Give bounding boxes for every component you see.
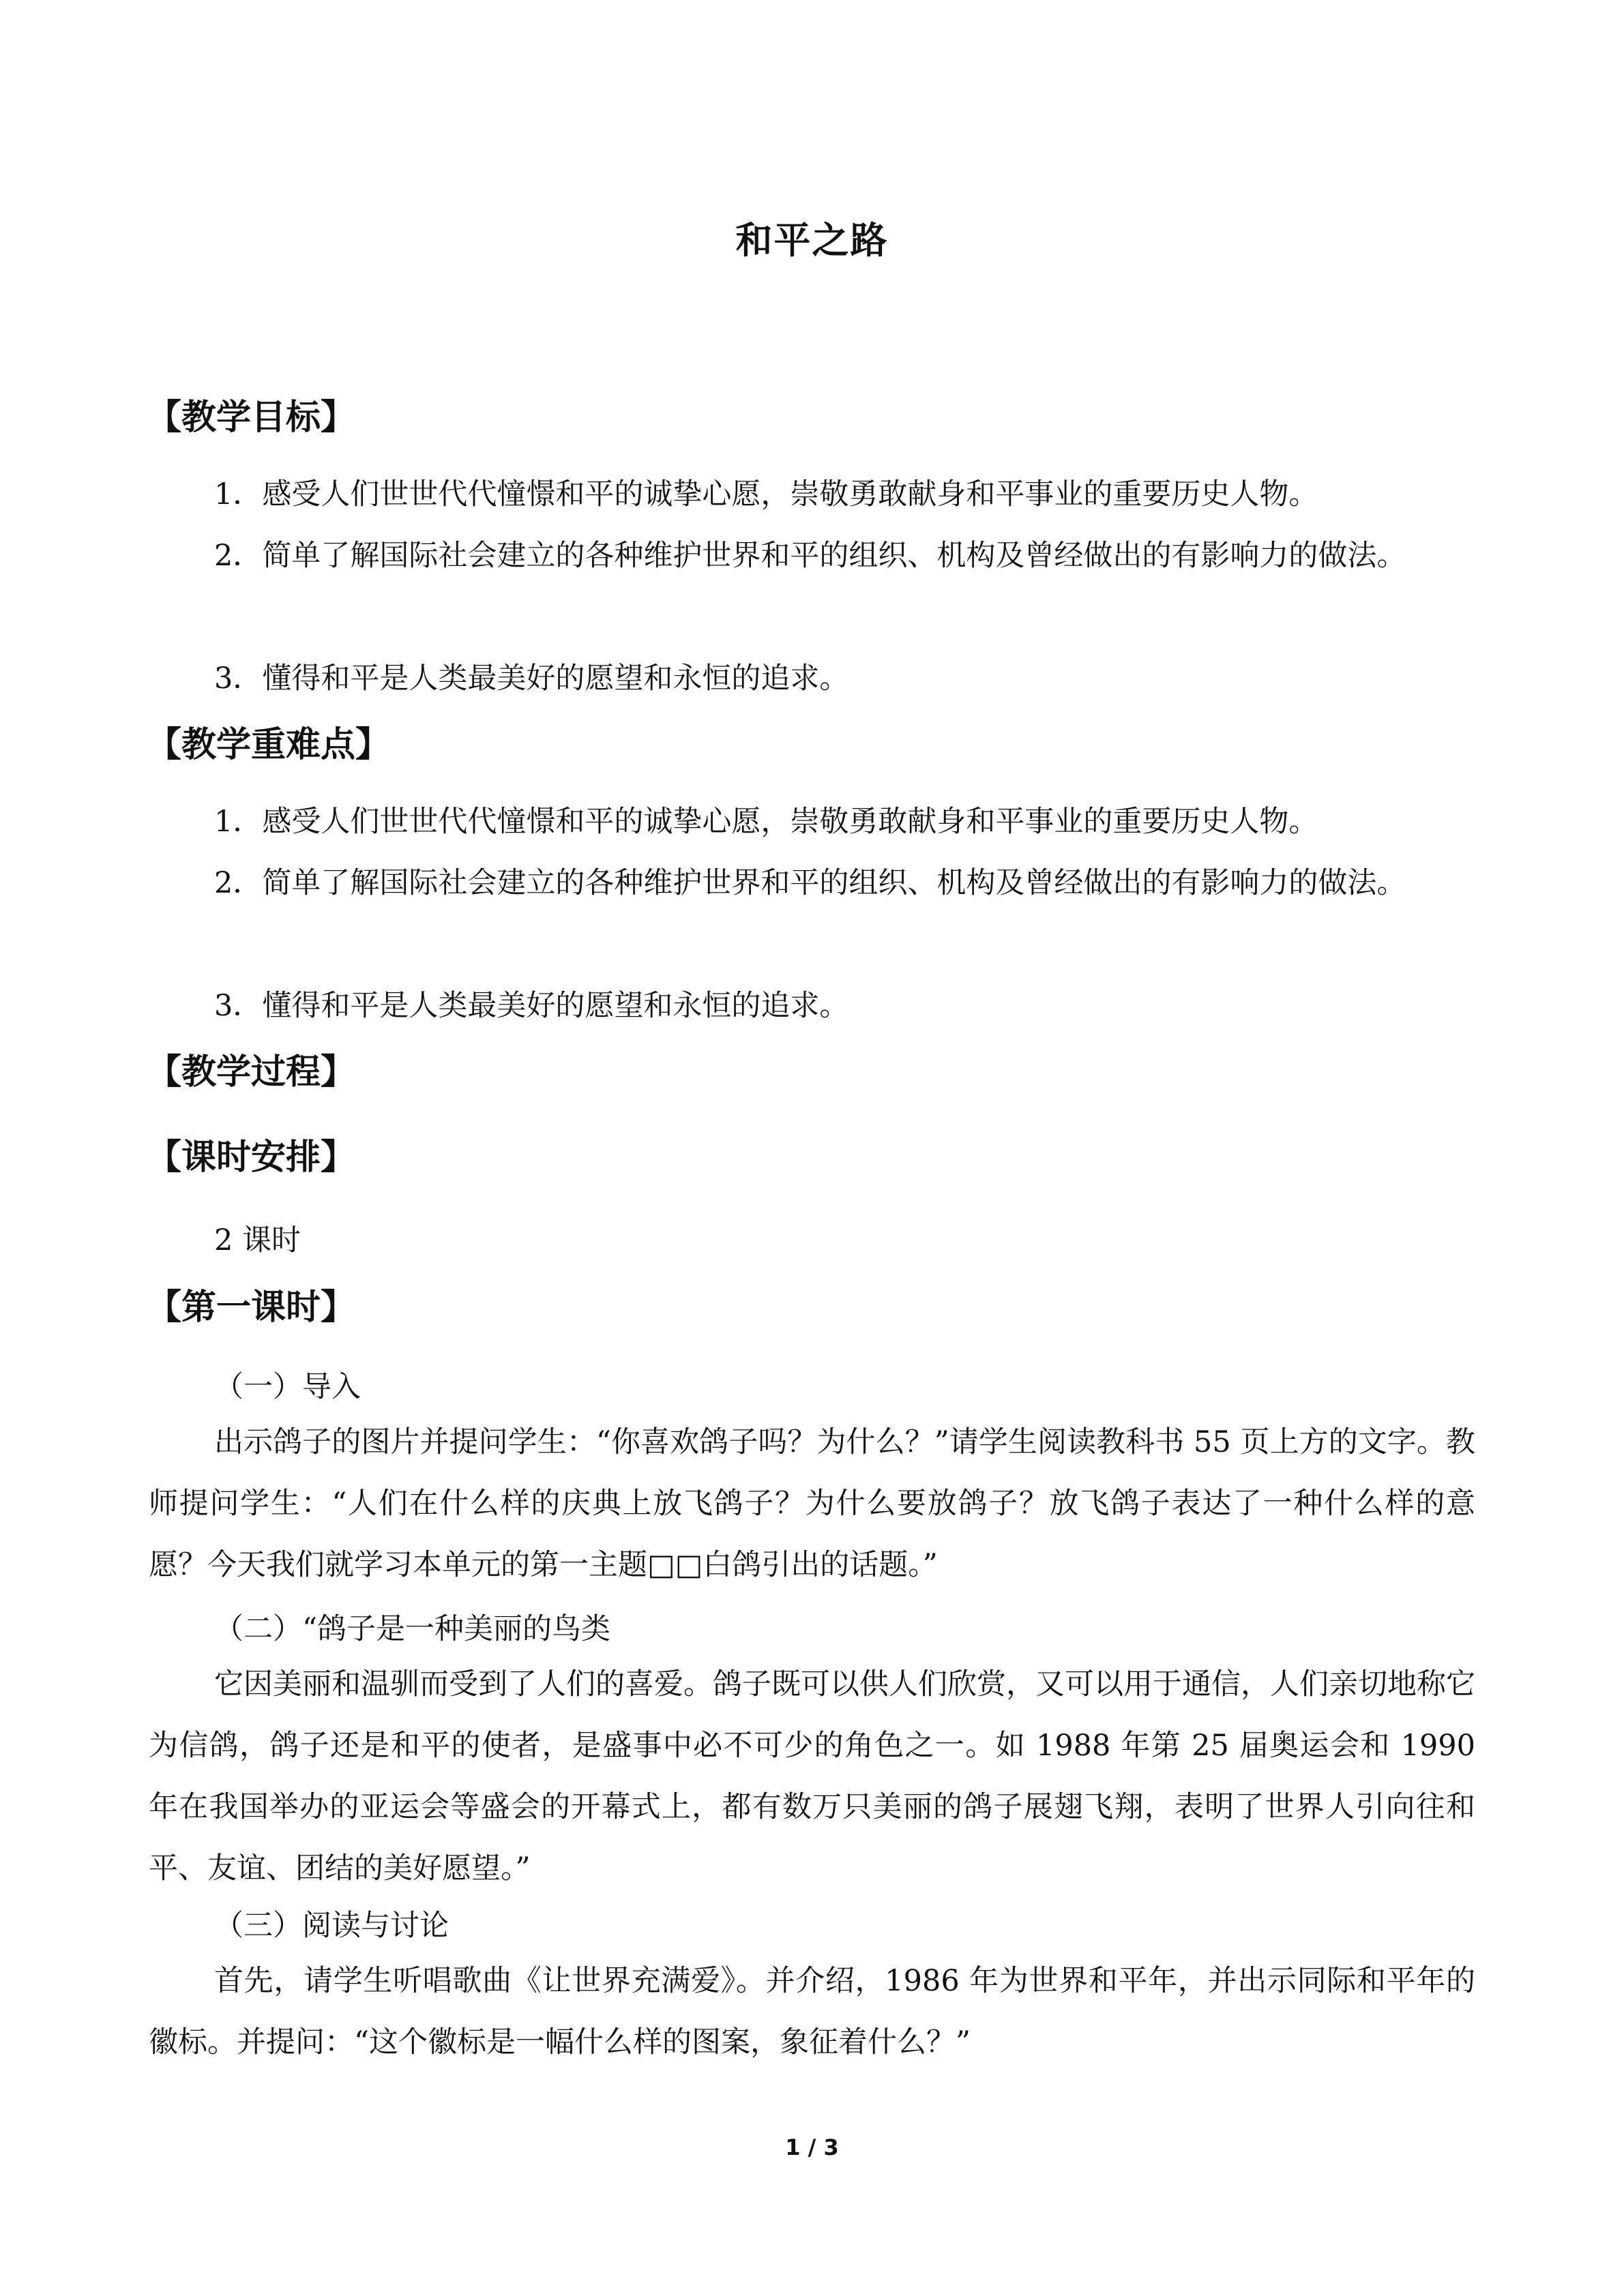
lesson1-part3-title: （三）阅读与讨论 [214,1909,449,1943]
key-points-item-2: 2．简单了解国际社会建立的各种维护世界和平的组织、机构及曾经做出的有影响力的做法。 [214,866,1406,900]
lesson1-part1-title: （一）导入 [214,1370,361,1404]
goals-item-3: 3．懂得和平是人类最美好的愿望和永恒的追求。 [214,661,849,696]
section-heading-schedule: 【课时安排】 [147,1137,356,1178]
schedule-text: 2 课时 [214,1223,301,1257]
section-heading-key-points: 【教学重难点】 [147,725,391,765]
goals-item-2: 2．简单了解国际社会建立的各种维护世界和平的组织、机构及曾经做出的有影响力的做法。 [214,539,1406,573]
section-heading-process: 【教学过程】 [147,1052,356,1092]
key-points-item-3: 3．懂得和平是人类最美好的愿望和永恒的追求。 [214,989,849,1023]
key-points-item-1: 1．感受人们世世代代憧憬和平的诚挚心愿，崇敬勇敢献身和平事业的重要历史人物。 [214,805,1318,839]
section-heading-goals: 【教学目标】 [147,398,356,438]
section-heading-lesson1: 【第一课时】 [147,1287,356,1328]
page-indicator: 1 / 3 [785,2134,839,2160]
lesson1-part2-title: （二）“鸽子是一种美丽的鸟类 [214,1612,610,1646]
lesson1-part3-text: 首先，请学生听唱歌曲《让世界充满爱》。并介绍，1986 年为世界和平年，并出示同际和平年的徽标。并提问：“这个徽标是一幅什么样的图案，象征着什么？” [149,1964,1475,2059]
document-title: 和平之路 [735,219,889,262]
lesson1-part2-text: 它因美丽和温驯而受到了人们的喜爱。鸽子既可以供人们欣赏，又可以用于通信，人们亲切地称它为信鸽，鸽子还是和平的使者，是盛事中必不可少的角色之一。如 1988 年第 25 届奥运会和 1990 年在我国举办的亚运会等盛会的开幕式上，都有数万只美丽的鸽子展翅飞翔，表明了世界人引向往和平、友谊、团结的美好愿望。” [149,1667,1475,1885]
goals-item-1: 1．感受人们世世代代憧憬和平的诚挚心愿，崇敬勇敢献身和平事业的重要历史人物。 [214,477,1318,511]
lesson1-part1-text: 出示鸽子的图片并提问学生：“你喜欢鸽子吗？为什么？”请学生阅读教科书 55 页上方的文字。教师提问学生：“人们在什么样的庆典上放飞鸽子？为什么要放鸽子？放飞鸽子表达了一种什么样的意愿？今天我们就学习本单元的第一主题□□白鸽引出的话题。” [149,1425,1475,1582]
